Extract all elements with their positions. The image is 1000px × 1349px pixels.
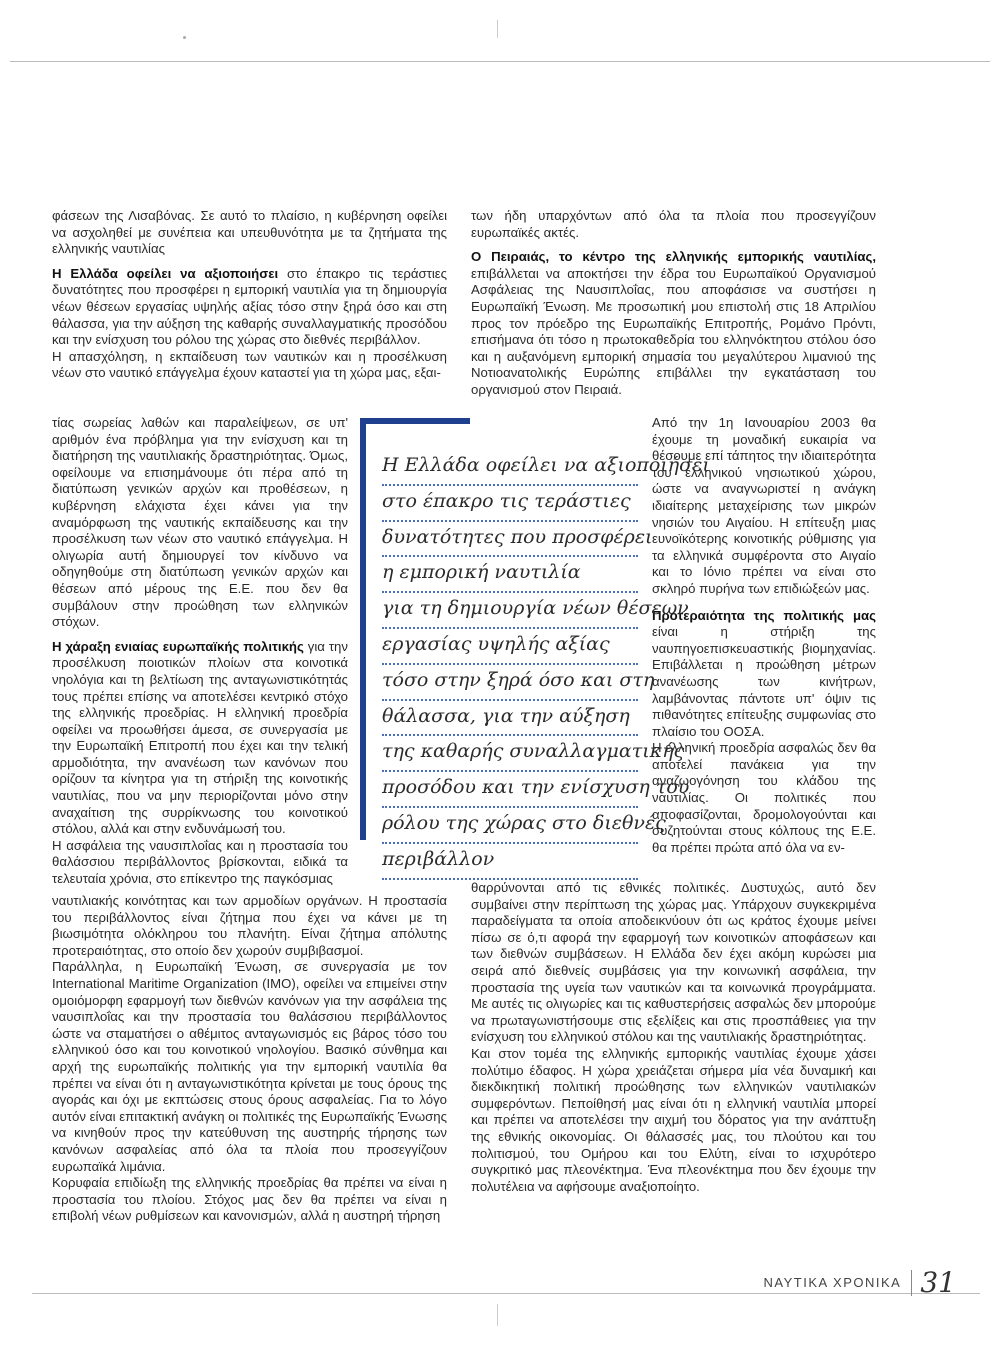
pull-quote-line: για τη δημιουργία νέων θέσεων xyxy=(382,593,638,629)
pull-quote-lines xyxy=(382,450,710,880)
center-mark-bottom xyxy=(497,1304,498,1326)
left-column-bottom xyxy=(52,893,447,1225)
paragraph: Η ασφάλεια της ναυσιπλοΐας και η προστασία του θαλάσσιου περιβάλλοντος βρίσκονται, ειδικά τα τελευταία χρόνια, στο επίκεντρο της παγκόσμιας xyxy=(52,837,348,887)
magazine-name: ΝΑΥΤΙΚΑ ΧΡΟΝΙΚΑ xyxy=(763,1275,902,1290)
pull-quote-line: εργασίας υψηλής αξίας xyxy=(382,629,638,665)
paragraph xyxy=(652,608,876,741)
pull-quote-line: τόσο στην ξηρά όσο και στη xyxy=(382,665,638,701)
paragraph: Κορυφαία επιδίωξη της ελληνικής προεδρίας θα πρέπει να είναι η προστασία του πλοίου. Στόχος μας δεν θα πρέπει να είναι η επιβολή νέων ρυθμίσεων και κανονισμών, αλλά η αυστηρή τήρηση xyxy=(52,1175,447,1224)
pull-quote-line: η εμπορική ναυτιλία xyxy=(382,557,638,593)
pull-quote-line: περιβάλλον xyxy=(382,844,638,880)
pull-quote-line: προσόδου και την ενίσχυση του xyxy=(382,772,638,808)
left-column-top xyxy=(52,208,447,382)
paragraph: τίας σωρείας λαθών και παραλείψεων, σε υπ' αριθμόν ένα πρόβλημα για την ενίσχυση και τη διατήρηση της ναυτιλιακής δραστηριότητας. Όμως, οφείλουμε να επισημάνουμε ότι πέρα από τη διατύπωση γενικών αρχών και προθέσεων, η κυβέρνηση ελάχιστα έχει κάνει για την αναμόρφωση της ναυτικής εκπαίδευσης και την προσέλκυση των νέων στο ναυτικό επάγγελμα. Η ολιγωρία αυτή δημιουργεί τον κίνδυνο να οδηγηθούμε στη διατύπωση γενικών αρχών και θέσεων από μέρους της Ε.Ε. που δεν θα συμβάλουν στην προώθηση των ελληνικών στόχων. xyxy=(52,415,348,630)
pull-quote-line: στο έπακρο τις τεράστιες xyxy=(382,486,638,522)
paragraph: Και στον τομέα της ελληνικής εμπορικής ναυτιλίας έχουμε χάσει πολύτιμο έδαφος. Η χώρα χρειάζεται σήμερα μία νέα δυναμική και διεκδικητική πολιτική προώθησης των ελληνικών ναυτιλιακών συμφερόντων. Πεποίθησή μας είναι ότι η ελληνική ναυτιλία μπορεί και πρέπει να αποτελέσει την αιχμή του δόρατος για την ανάπτυξη της εθνικής οικονομίας. Οι θάλασσές μας, του πλούτου και του πολιτισμού, του Ομήρου και του Ελύτη, είναι το ισχυρότερο συγκριτικό μας πλεονέκτημα. Ένα πλεονέκτημα που δεν έχουμε την πολυτέλεια να αφήσουμε αναξιοποίητο. xyxy=(471,1045,876,1194)
paragraph: Παράλληλα, η Ευρωπαϊκή Ένωση, σε συνεργασία με τον International Maritime Organization (IMO), οφείλει να επιμείνει στην ομοιόμορφη εφαρμογή των διεθνών κανόνων για την ασφάλεια της ναυσιπλοΐας και την προστασία του θαλάσσιου περιβάλλοντος ώστε να σταματήσει ο αθέμιτος ανταγωνισμός εις βάρος τόσο του ελληνικού όσο και του κοινοτικού νηολογίου. Βασικό σύνθημα και αρχή της ευρωπαϊκής πολιτικής για την εμπορική ναυτιλία θα πρέπει να είναι ότι η ανταγωνιστικότητα κρίνεται με τους όρους της αγοράς και όχι με εκπτώσεις στους όρους ασφαλείας. Για το λόγο αυτόν είναι επιτακτική ανάγκη οι πολιτικές της Ευρωπαϊκής Ένωσης να κινηθούν προς την κατεύθυνση της αυστηρής τήρησης των κανόνων ασφαλείας από όλα τα πλοία που προσεγγίζουν ευρωπαϊκά λιμάνια. xyxy=(52,959,447,1174)
pull-quote-line: Η Ελλάδα οφείλει να αξιοποιήσει xyxy=(382,450,638,486)
lead-in: Η Ελλάδα οφείλει να αξιοποιήσει xyxy=(52,265,279,281)
pull-quote-line: δυνατότητες που προσφέρει xyxy=(382,522,638,558)
center-mark-top xyxy=(497,20,498,38)
paragraph xyxy=(471,249,876,398)
paragraph-text: είναι η στήριξη της ναυπηγοεπισκευαστικής βιομηχανίας. Επιβάλλεται η προώθηση μέτρων ανανέωσης των κινήτρων, λαμβάνοντας πάντοτε υπ' όψιν τις πιθανότητες επίτευξης συμφωνίας στο πλαίσιο του ΟΟΣΑ. xyxy=(652,624,876,739)
pull-quote-line: της καθαρής συναλλαγματικής xyxy=(382,736,638,772)
paragraph: θαρρύνονται από τις εθνικές πολιτικές. Δυστυχώς, αυτό δεν συμβαίνει στην περίπτωση της χώρας μας. Υπάρχουν συγκεκριμένα παραδείγματα τα οποία αποδεικνύουν ότι ως κράτος έχουμε μείνει πίσω σε ό,τι αφορά την εφαρμογή των κοινοτικών αποφάσεων και των διεθνών συμβάσεων. Η Ελλάδα δεν έχει ακόμη κυρώσει μια σειρά από διεθνείς συμβάσεις για την κοινωνική ασφάλεια, την προστασία της υγεία των ναυτικών και τα κοινωνικά προγράμματα. Με αυτές τις ολιγωρίες και τις καθυστερήσεις ασφαλώς δεν μπορούμε να πρωταγωνιστήσουμε στις εξελίξεις και στις προσπάθειες για την ενίσχυση του ελληνικού στόλου και της ναυτιλιακής δραστηριότητας. xyxy=(471,880,876,1045)
pull-quote xyxy=(360,418,710,870)
lead-in: Ο Πειραιάς, το κέντρο της ελληνικής εμπορικής ναυτιλίας, xyxy=(471,249,876,265)
paragraph-text: στο έπακρο τις τεράστιες δυνατότητες που προσφέρει η εμπορική ναυτιλία για τη δημιουργία νέων θέσεων εργασίας υψηλής αξίας τόσο στην ξηρά όσο και στη θάλασσα, για την αύξηση της καθαρής συναλλαγματικής προσόδου και την ενίσχυση του ρόλου της χώρας στο διεθνές περιβάλλον. xyxy=(52,265,447,348)
top-rule xyxy=(10,61,990,62)
paragraph xyxy=(52,266,447,349)
paragraph-text: για την προσέλκυση ποιοτικών πλοίων στα κοινοτικά νηολόγια και τη βελτίωση της ανταγωνιστικότητάς τους πρέπει επίσης να αποτελέσει κεντρικό στόχο της ελληνικής προεδρίας. Η ελληνική προεδρία οφείλει να προωθήσει άμεσα, σε συνεργασία με την Ευρωπαϊκή Επιτροπή που έχει και την τελική αρμοδιότητα, την ανανέωση των κανόνων που ορίζουν τα κίνητρα για τη στήριξη της κοινοτικής ναυτιλίας, που να μην περιορίζονται μόνο στην αναχαίτιση της συρρίκνωσης του κοινοτικού στόλου, αλλά και στην ενδυνάμωσή του. xyxy=(52,638,348,837)
paragraph xyxy=(52,639,348,838)
paragraph: Από την 1η Ιανουαρίου 2003 θα έχουμε τη μοναδική ευκαιρία να θέσουμε επί τάπητος την ιδιαιτερότητα του ελληνικού νησιωτικού χώρου, ώστε να αναγνωριστεί η ανάγκη ιδιαίτερης μεταχείρισης των μικρών νησιών του Αιγαίου. Η επίτευξη μιας ευνοϊκότερης κοινοτικής ρύθμισης για τα ελληνικά συμφέροντα στο Αιγαίο και το Ιόνιο πρέπει να είναι στο σκληρό πυρήνα των επιδιώξεών μας. xyxy=(652,415,876,596)
paragraph: ναυτιλιακής κοινότητας και των αρμοδίων οργάνων. Η προστασία του περιβάλλοντος είναι ζήτημα που έχει να κάνει με τη βιωσιμότητα ολόκληρου του πλανήτη. Είναι ζήτημα απόλυτης προτεραιότητας, στο οποίο δεν χωρούν συμβιβασμοί. xyxy=(52,893,447,958)
paragraph: Η ελληνική προεδρία ασφαλώς δεν θα αποτελεί πανάκεια για την αναζωογόνηση του κλάδου της ναυτιλίας. Οι πολιτικές που αποφασίζονται, δρομολογούνται και συζητούνται στους κόλπους της Ε.Ε. θα πρέπει πρώτα από όλα να εν- xyxy=(652,740,876,855)
paragraph: των ήδη υπαρχόντων από όλα τα πλοία που προσεγγίζουν ευρωπαϊκές ακτές. xyxy=(471,208,876,240)
lead-in: Προτεραιότητα της πολιτικής μας xyxy=(652,607,876,623)
footer-divider xyxy=(911,1270,912,1296)
page-number: 31 xyxy=(920,1266,956,1299)
lead-in: Η χάραξη ενιαίας ευρωπαϊκής πολιτικής xyxy=(52,638,304,654)
page-footer xyxy=(764,1266,957,1299)
crop-mark-dot xyxy=(183,36,186,39)
paragraph: φάσεων της Λισαβόνας. Σε αυτό το πλαίσιο, η κυβέρνηση οφείλει να ασχοληθεί με συνέπεια και υπευθυνότητα με τα ζητήματα της ελληνικής ναυτιλίας xyxy=(52,208,447,257)
pull-quote-line: θάλασσα, για την αύξηση xyxy=(382,701,638,737)
paragraph-text: επιβάλλεται να αποκτήσει την έδρα του Ευρωπαϊκού Οργανισμού Ασφάλειας της Ναυσιπλοΐας, που αποφάσισε να συστήσει η Ευρωπαϊκή Ένωση. Με προσωπική μου επιστολή στις 18 Απριλίου προς τον πρόεδρο της Ευρωπαϊκής Επιτροπής, Ρομάνο Πρόντι, επισήμανα ότι τόσο η πρωτοκαθεδρία του ελληνόκτητου στόλου όσο και η αυξανόμενη εμπορική σημασία του μεγαλύτερου λιμανιού της Νοτιοανατολικής Ευρώπης επιβάλλει την εγκατάσταση του οργανισμού στον Πειραιά. xyxy=(471,265,876,397)
left-column-wrap xyxy=(52,415,348,888)
right-column-top xyxy=(471,208,876,399)
pull-quote-line: ρόλου της χώρας στο διεθνές xyxy=(382,808,638,844)
paragraph: Η απασχόληση, η εκπαίδευση των ναυτικών και η προσέλκυση νέων στο ναυτικό επάγγελμα έχουν καταστεί για τη χώρα μας, εξαι- xyxy=(52,348,447,381)
pull-quote-bar-top xyxy=(360,418,470,424)
right-column-bottom xyxy=(471,880,876,1195)
pull-quote-bar-left xyxy=(360,418,366,840)
